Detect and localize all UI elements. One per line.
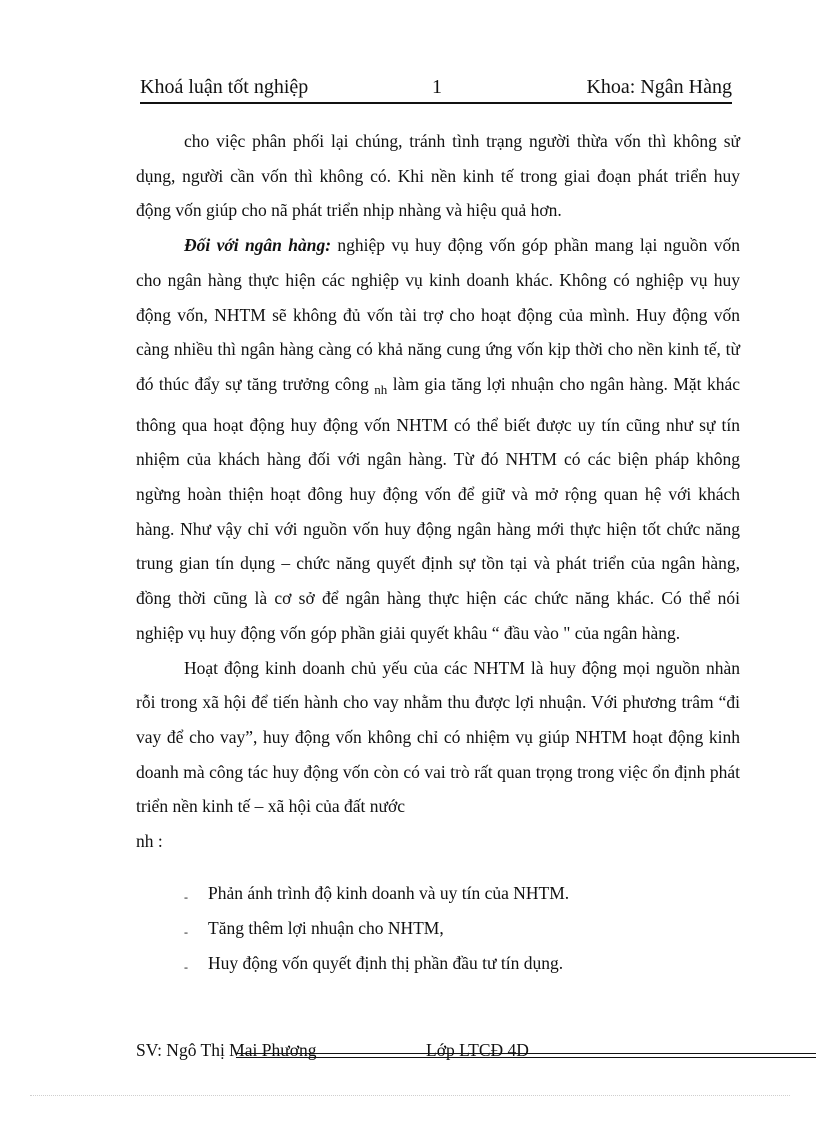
bullet-text: Tăng thêm lợi nhuận cho NHTM, <box>208 918 444 938</box>
header-page-number: 1 <box>432 76 442 98</box>
document-body <box>136 124 740 859</box>
footer-divider-bottom <box>236 1057 816 1058</box>
paragraph-2-text-a: nghiệp vụ huy động vốn góp phần mang lại nguồn vốn cho ngân hàng thực hiện các nghiệp vụ kinh doanh khác. Không có nghiệp vụ huy động vốn, NHTM sẽ không đủ vốn tài trợ cho hoạt động của mình. Huy động vốn càng nhiều thì ngân hàng càng có khả năng cung ứng vốn kịp thời cho nền kinh tế, từ đó thúc đẩy sự tăng trưởng công <box>136 235 740 394</box>
paragraph-2-text-b: làm gia tăng lợi nhuận cho ngân hàng. Mặt khác thông qua hoạt động huy động vốn NHTM có thể biết được uy tín cũng như sự tín nhiệm của khách hàng đối với ngân hàng. Từ đó NHTM có các biện pháp không ngừng hoàn thiện hoạt đông huy động vốn để giữ và mở rộng quan hệ với khách hàng. Như vậy chỉ với nguồn vốn huy động ngân hàng mới thực hiện tốt chức năng trung gian tín dụng – chức năng quyết định sự tồn tại và phát triển của ngân hàng, đồng thời cũng là cơ sở để ngân hàng thực hiện các chức năng khác. Có thể nói nghiệp vụ huy động vốn góp phần giải quyết khâu “ đầu vào " của ngân hàng. <box>136 373 740 643</box>
bullet-text: Phản ánh trình độ kinh doanh và uy tín của NHTM. <box>208 883 570 903</box>
bullet-item <box>180 876 740 911</box>
paragraph-2 <box>136 228 740 650</box>
header-faculty: Khoa: Ngân Hàng <box>586 76 732 98</box>
bullet-dash-icon: - <box>184 890 188 904</box>
footer-class: Lớp LTCĐ 4D <box>426 1040 529 1060</box>
paragraph-1: cho việc phân phối lại chúng, tránh tình trạng người thừa vốn thì không sử dụng, người cần vốn thì không có. Khi nền kinh tế trong giai đoạn phát triển huy động vốn giúp cho nã phát triển nhịp nhàng và hiệu quả hơn. <box>136 131 740 221</box>
page-bottom-dotted-line <box>30 1095 790 1096</box>
header-divider <box>140 102 732 104</box>
paragraph-2-subscript: nh <box>374 381 388 397</box>
footer-student: SV: Ngô Thị Mai Phương <box>136 1040 317 1060</box>
page-header <box>140 76 732 104</box>
bullet-item <box>180 911 740 946</box>
bullet-list <box>180 876 740 981</box>
bullet-text: Huy động vốn quyết định thị phần đầu tư tín dụng. <box>208 953 564 973</box>
bullet-item <box>180 946 740 981</box>
paragraph-2-lead: Đối với ngân hàng: <box>184 235 332 256</box>
paragraph-3: Hoạt động kinh doanh chủ yếu của các NHTM là huy động mọi nguồn nhàn rỗi trong xã hội để tiến hành cho vay nhằm thu được lợi nhuận. Với phương trâm “đi vay để cho vay”, huy động vốn không chỉ có nhiệm vụ giúp NHTM hoạt động kinh doanh mà công tác huy động vốn còn có vai trò rất quan trọng trong việc ổn định phát triển nền kinh tế – xã hội của đất nước <box>136 657 740 817</box>
bullet-dash-icon: - <box>184 925 188 939</box>
footer-divider-top <box>236 1053 816 1054</box>
bullet-dash-icon: - <box>184 960 188 974</box>
paragraph-4: nh : <box>136 831 163 852</box>
header-thesis-title: Khoá luận tốt nghiệp <box>140 76 309 98</box>
